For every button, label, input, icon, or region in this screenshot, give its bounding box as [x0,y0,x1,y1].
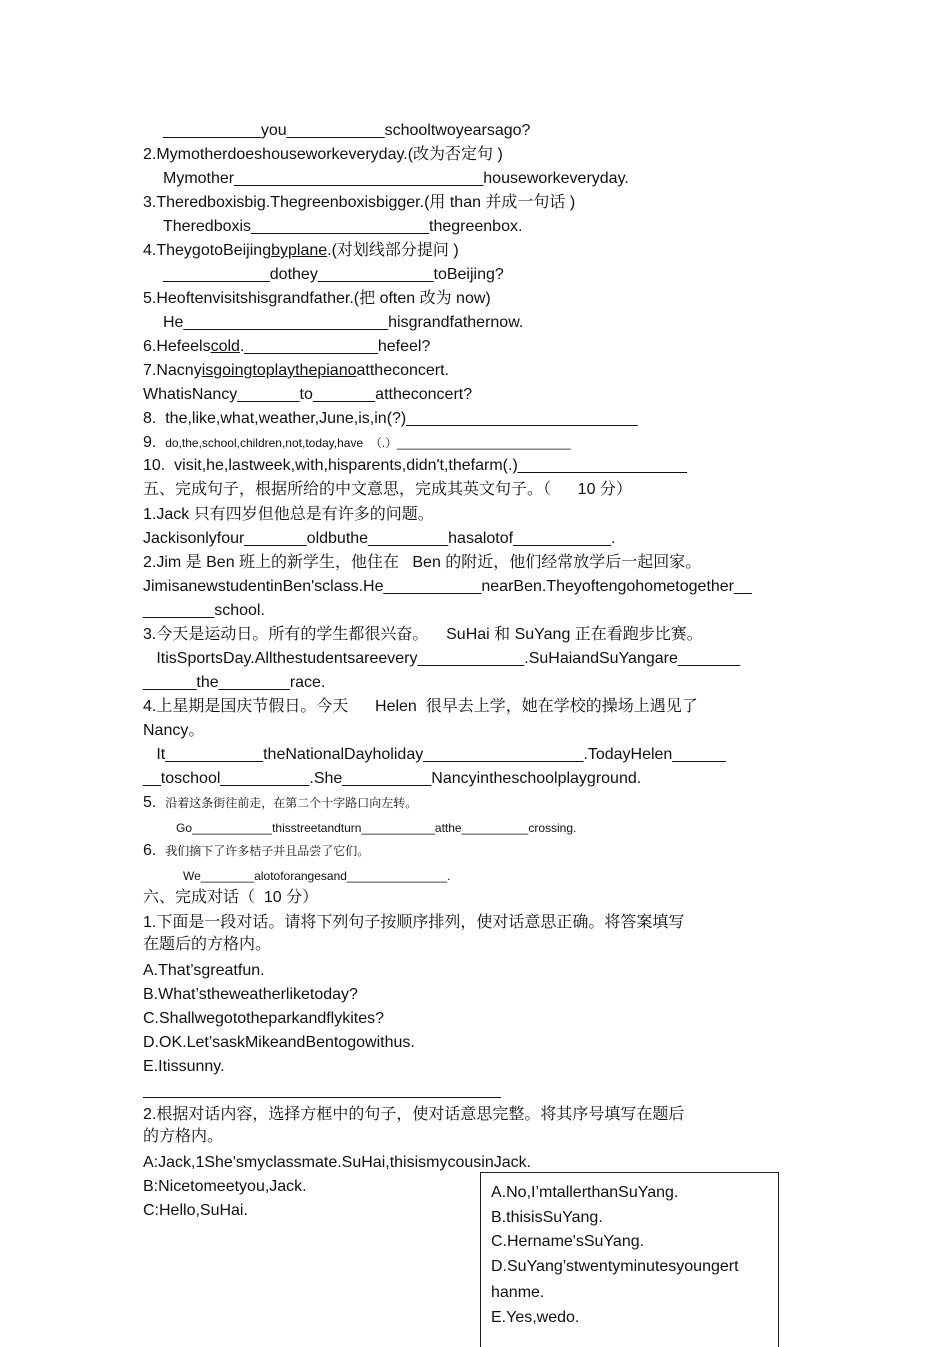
exercise-line: 3.Theredboxisbig.Thegreenboxisbigger.(用 than 并成一句话 ) [143,194,576,211]
underlined-text: cold [210,338,240,355]
line-text: ._______________hefeel? [239,338,431,355]
exercise-line: 2.根据对话内容，选择方框中的句子，使对话意思完整。将其序号填写在题后 [143,1106,685,1123]
option-line: A.No,I’mtallerthanSuYang. [491,1184,679,1201]
answer-line [143,1097,501,1098]
line-text: .(对划线部分提问 ) [327,242,459,259]
exercise-line: ____________dothey_____________toBeijing? [163,266,504,283]
exercise-line: __toschool__________.She__________Nancyintheschoolplayground. [143,770,642,787]
line-text: do,the,school,children,not,today,have （.）__________________________ [165,436,571,450]
option-line: hanme. [491,1284,545,1301]
exercise-line: 10. visit,he,lastweek,with,hisparents,didn't,thefarm(.)___________________ [143,457,687,474]
exercise-line: We________alotoforangesand_______________. [183,869,451,883]
exercise-line [143,241,459,261]
exercise-line: 1.Jack 只有四岁但他总是有许多的问题。 [143,506,434,523]
exercise-line: ______the________race. [143,674,326,691]
options-box [480,1172,779,1347]
exercise-line: JimisanewstudentinBen'sclass.He___________nearBen.Theyoftengohometogether__ [143,578,752,595]
line-text: 7.Nacny [143,362,202,379]
exercise-line: A:Jack,1She'smyclassmate.SuHai,thisismycousinJack. [143,1154,532,1171]
exercise-line: Nancy。 [143,722,205,739]
exercise-line: 1.下面是一段对话。请将下列句子按顺序排列，使对话意思正确。将答案填写 [143,914,685,931]
section-heading: 五、完成句子，根据所给的中文意思，完成其英文句子。（ 10 分） [143,481,632,498]
exercise-line: 8. the,like,what,weather,June,is,in(?)__________________________ [143,410,638,427]
exercise-line: 2.Jim 是 Ben 班上的新学生，他住在 Ben 的附近，他们经常放学后一起回家。 [143,554,702,571]
line-text: 6.Hefeels [143,338,211,355]
line-text: 9. [143,434,166,451]
line-text: 4.TheygotoBeijing [143,242,272,259]
exercise-line: 4.上星期是国庆节假日。今天 Helen 很早去上学，她在学校的操场上遇见了 [143,698,698,715]
exercise-line: A.That’sgreatfun. [143,962,265,979]
exercise-line: It___________theNationalDayholiday__________________.TodayHelen______ [143,746,726,763]
line-text: attheconcert. [356,362,449,379]
section-heading: 六、完成对话（ 10 分） [143,889,319,906]
exercise-line [143,841,369,861]
line-text: 我们摘下了许多桔子并且品尝了它们。 [165,844,370,858]
exercise-line: 在题后的方格内。 [143,936,272,953]
exercise-line: C:Hello,SuHai. [143,1202,248,1219]
exercise-line: D.OK.Let’saskMikeandBentogowithus. [143,1034,415,1051]
exercise-line: Go____________thisstreetandturn___________atthe__________crossing. [176,821,577,835]
exercise-line: C.Shallwegototheparkandflykites? [143,1010,385,1027]
exercise-line: Jackisonlyfour_______oldbuthe_________hasalotof___________. [143,530,616,547]
exercise-line: ________school. [143,602,265,619]
option-line: B.thisisSuYang. [491,1209,603,1226]
exercise-line [143,337,430,357]
exercise-line: E.Itissunny. [143,1058,225,1075]
line-text: 5. [143,794,166,811]
exercise-line [143,793,417,813]
exercise-line: 2.Mymotherdoeshouseworkeveryday.(改为否定句 ) [143,146,503,163]
exercise-line: 5.Heoftenvisitshisgrandfather.(把 often 改为 now) [143,290,491,307]
exercise-line: ItisSportsDay.Allthestudentsareevery____________.SuHaiandSuYangare_______ [143,650,741,667]
line-text: 沿着这条街往前走，在第二个十字路口向左转。 [165,796,418,810]
exercise-line [143,361,449,381]
exercise-line: Theredboxis____________________thegreenbox. [163,218,523,235]
exercise-line: 3.今天是运动日。所有的学生都很兴奋。 SuHai 和 SuYang 正在看跑步比赛。 [143,626,703,643]
exercise-line: Mymother____________________________houseworkeveryday. [163,170,629,187]
option-line: D.SuYang’stwentyminutesyoungert [491,1258,739,1275]
underlined-text: isgoingtoplaythepiano [201,362,357,379]
option-line: E.Yes,wedo. [491,1309,580,1326]
exercise-line: ___________you___________schooltwoyearsago? [163,122,531,139]
exercise-line [143,433,571,453]
exercise-line: B.What’stheweatherliketoday? [143,986,358,1003]
exercise-line: WhatisNancy_______to_______attheconcert? [143,386,473,403]
line-text: 6. [143,842,166,859]
option-line: C.Hername'sSuYang. [491,1233,645,1250]
underlined-text: byplane [271,242,328,259]
exercise-line: 的方格内。 [143,1128,224,1145]
exercise-line: B:Nicetomeetyou,Jack. [143,1178,307,1195]
exercise-line: He_______________________hisgrandfathernow. [163,314,524,331]
